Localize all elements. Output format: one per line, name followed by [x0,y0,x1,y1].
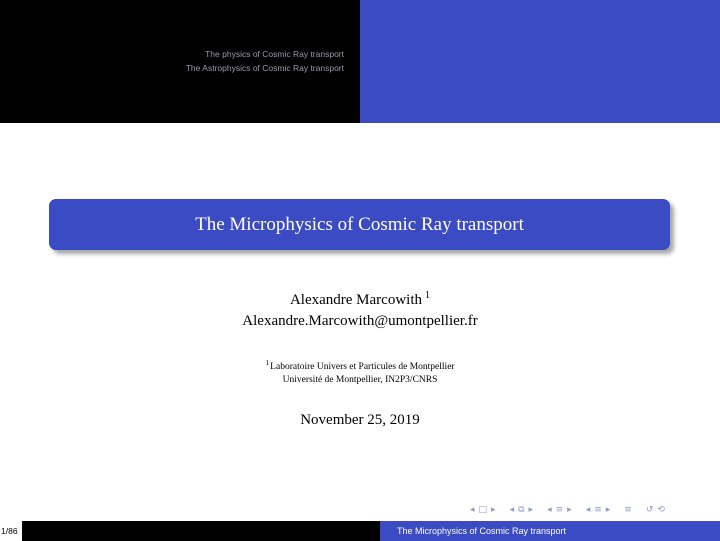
section-nav [186,47,344,75]
affiliation-line1-row [0,356,720,374]
nav-item-physics[interactable]: The physics of Cosmic Ray transport [205,49,344,59]
footer-title: The Microphysics of Cosmic Ray transport [380,521,720,541]
affiliation-sup: 1 [265,358,270,367]
header-right-panel [360,0,720,123]
affiliation-block [0,356,720,387]
author-email: Alexandre.Marcowith@umontpellier.fr [242,313,478,329]
author-line [0,285,720,311]
nav-frame-icon[interactable]: □ [478,505,488,515]
nav-section-icon[interactable]: ≡ [555,505,564,515]
author-name: Alexandre Marcowith [289,292,423,308]
nav-left-arrow-icon[interactable]: ◂ [509,505,515,515]
slide-header [0,0,720,123]
header-left-panel [0,0,360,123]
nav-document-icon[interactable]: ≡ [594,505,602,515]
nav-left-arrow-icon[interactable]: ◂ [470,505,475,515]
nav-left-arrow-icon[interactable]: ◂ [585,505,591,515]
title-box [49,199,670,250]
nav-item-astrophysics[interactable]: The Astrophysics of Cosmic Ray transport [185,63,344,73]
nav-search-icon[interactable]: ↺ [645,505,654,515]
author-block [0,285,720,332]
author-sup: 1 [425,290,431,301]
affiliation-line1: Laboratoire Univers et Particules de Montpellier [270,362,455,372]
nav-back-icon[interactable]: ⟲ [657,505,665,515]
nav-appendix-icon[interactable]: ≡ [624,505,632,515]
nav-right-arrow-icon[interactable]: ▸ [567,505,572,515]
page-counter: 1/86 [0,521,23,541]
nav-left-arrow-icon[interactable]: ◂ [547,505,552,515]
nav-right-arrow-icon[interactable]: ▸ [491,505,496,515]
nav-right-arrow-icon[interactable]: ▸ [605,505,611,515]
nav-right-arrow-icon[interactable]: ▸ [528,505,534,515]
beamer-nav-symbols [470,503,665,517]
affiliation-line2: Université de Montpellier, IN2P3/CNRS [282,375,438,385]
slide-footer [0,521,720,541]
slide-title: The Microphysics of Cosmic Ray transport [195,213,524,235]
nav-subsection-icon[interactable]: ⧉ [518,505,525,515]
date: November 25, 2019 [300,412,420,428]
footer-black-panel [22,521,380,541]
